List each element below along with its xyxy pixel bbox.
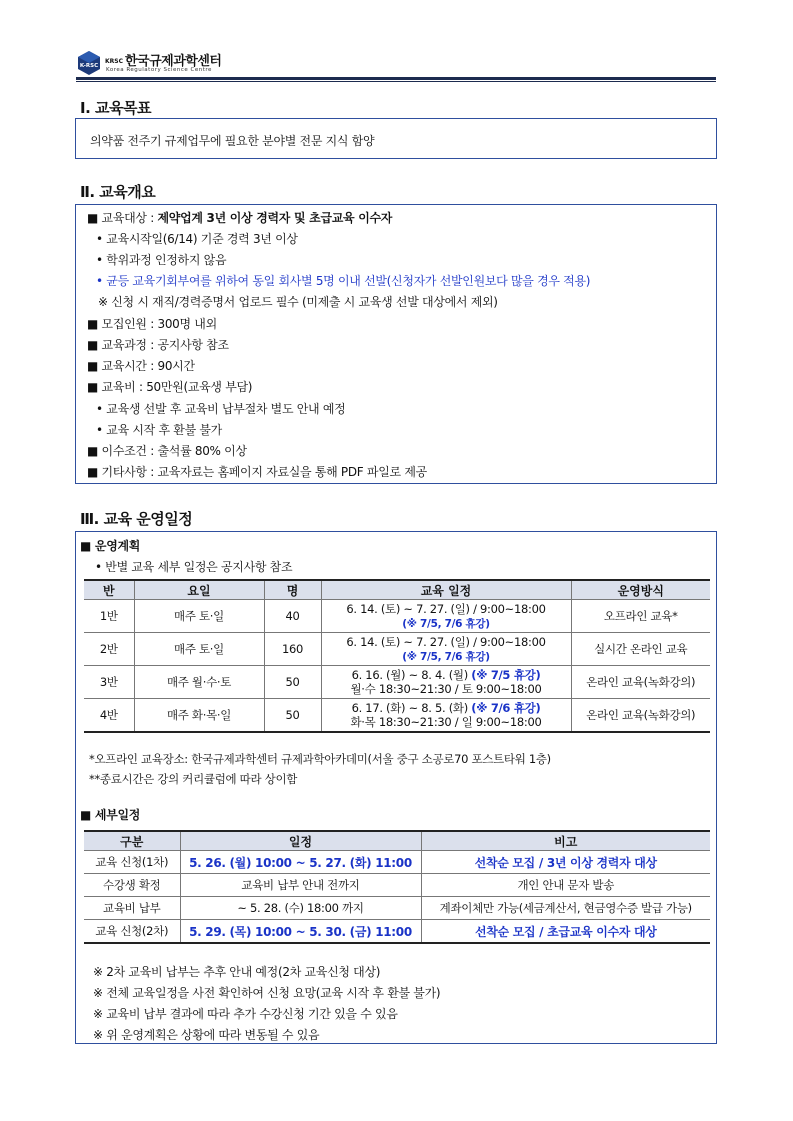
hours-line: ■ 교육시간 : 90시간 bbox=[87, 359, 195, 373]
org-name-text: 한국규제과학센터 bbox=[125, 54, 222, 69]
period-line1: 6. 16. (월) ~ 8. 4. (월) bbox=[351, 668, 472, 682]
period-cell bbox=[321, 633, 571, 666]
period-cell bbox=[321, 699, 571, 733]
target-bullet-2: • 학위과정 인정하지 않음 bbox=[96, 253, 227, 267]
class-cell: 2반 bbox=[84, 633, 134, 666]
table-row bbox=[84, 897, 710, 920]
etc-line: ■ 기타사항 : 교육자료는 홈페이지 자료실을 통해 PDF 파일로 제공 bbox=[87, 465, 427, 479]
table-row bbox=[84, 666, 710, 699]
target-label: ■ 교육대상 : bbox=[87, 211, 158, 225]
footnote-3: ※ 교육비 납부 결과에 따라 추가 수강신청 기간 있을 수 있음 bbox=[93, 1007, 398, 1021]
date-cell: 5. 26. (월) 10:00 ~ 5. 27. (화) 11:00 bbox=[180, 851, 421, 874]
section1-box bbox=[75, 118, 717, 159]
class-cell: 1반 bbox=[84, 600, 134, 633]
days-cell: 매주 화·목·일 bbox=[134, 699, 264, 733]
header-divider-thin bbox=[76, 81, 716, 82]
class-cell: 4반 bbox=[84, 699, 134, 733]
days-cell: 매주 토·일 bbox=[134, 633, 264, 666]
target-bullet-1: • 교육시작일(6/14) 기준 경력 3년 이상 bbox=[96, 232, 298, 246]
fee-bullet-2: • 교육 시작 후 환불 불가 bbox=[96, 423, 222, 437]
detail-header: 일정 bbox=[180, 831, 421, 851]
schedule-note-2: **종료시간은 강의 커리큘럼에 따라 상이함 bbox=[89, 772, 298, 786]
fee-bullet-1: • 교육생 선발 후 교육비 납부절차 별도 안내 예정 bbox=[96, 402, 346, 416]
target-value: 제약업계 3년 이상 경력자 및 초급교육 이수자 bbox=[157, 211, 393, 225]
education-goal-text: 의약품 전주기 규제업무에 필요한 분야별 전문 지식 함양 bbox=[90, 134, 375, 148]
method-cell: 온라인 교육(녹화강의) bbox=[571, 666, 710, 699]
schedule-table bbox=[84, 579, 710, 733]
count-cell: 50 bbox=[264, 699, 321, 733]
detail-schedule-table bbox=[84, 830, 710, 944]
schedule-header: 명 bbox=[264, 580, 321, 600]
section1-title: Ⅰ. 교육목표 bbox=[80, 99, 151, 117]
count-cell: 40 bbox=[264, 600, 321, 633]
target-line bbox=[87, 209, 392, 226]
footnote-2: ※ 전체 교육일정을 사전 확인하여 신청 요망(교육 시작 후 환불 불가) bbox=[93, 986, 441, 1000]
kind-cell: 교육 신청(2차) bbox=[84, 920, 180, 944]
period-line1: 6. 17. (화) ~ 8. 5. (화) bbox=[351, 701, 472, 715]
period-line2: (※ 7/5, 7/6 휴강) bbox=[402, 617, 490, 630]
period-line1: 6. 14. (토) ~ 7. 27. (일) / 9:00~18:00 bbox=[346, 634, 546, 649]
period-line2: (※ 7/5, 7/6 휴강) bbox=[402, 650, 490, 663]
table-row bbox=[84, 851, 710, 874]
schedule-header: 교육 일정 bbox=[321, 580, 571, 600]
date-cell: 5. 29. (목) 10:00 ~ 5. 30. (금) 11:00 bbox=[180, 920, 421, 944]
schedule-header: 반 bbox=[84, 580, 134, 600]
footnote-4: ※ 위 운영계획은 상황에 따라 변동될 수 있음 bbox=[93, 1028, 320, 1042]
logo-text: K-RSC bbox=[79, 63, 99, 69]
date-cell: ~ 5. 28. (수) 18:00 까지 bbox=[180, 897, 421, 920]
count-cell: 50 bbox=[264, 666, 321, 699]
schedule-header: 요일 bbox=[134, 580, 264, 600]
class-cell: 3반 bbox=[84, 666, 134, 699]
period-cell bbox=[321, 600, 571, 633]
section2-box bbox=[75, 204, 717, 484]
remark-cell: 개인 안내 문자 발송 bbox=[421, 874, 710, 897]
target-note: ※ 신청 시 재직/경력증명서 업로드 필수 (미제출 시 교육생 선발 대상에서 제외) bbox=[98, 295, 498, 309]
schedule-header-row bbox=[84, 580, 710, 600]
remark-cell: 선착순 모집 / 초급교육 이수자 대상 bbox=[421, 920, 710, 944]
completion-line: ■ 이수조건 : 출석률 80% 이상 bbox=[87, 444, 247, 458]
schedule-note-1: *오프라인 교육장소: 한국규제과학센터 규제과학아카데미(서울 중구 소공로70 포스트타워 1층) bbox=[89, 752, 551, 766]
count-cell: 160 bbox=[264, 633, 321, 666]
period-line2: 월·수 18:30~21:30 / 토 9:00~18:00 bbox=[350, 682, 542, 696]
period-line2: 화·목 18:30~21:30 / 일 9:00~18:00 bbox=[350, 715, 542, 729]
kind-cell: 교육비 납부 bbox=[84, 897, 180, 920]
org-subtitle: Korea Regulatory Science Centre bbox=[106, 67, 212, 73]
course-line: ■ 교육과정 : 공지사항 참조 bbox=[87, 338, 229, 352]
date-cell: 교육비 납부 안내 전까지 bbox=[180, 874, 421, 897]
plan-title: ■ 운영계획 bbox=[80, 539, 141, 553]
fee-line: ■ 교육비 : 50만원(교육생 부담) bbox=[87, 380, 253, 394]
days-cell: 매주 월·수·토 bbox=[134, 666, 264, 699]
target-bullet-3: • 균등 교육기회부여를 위하여 동일 회사별 5명 이내 선발(신청자가 선발인원보다 많을 경우 적용) bbox=[96, 274, 591, 288]
detail-header: 구분 bbox=[84, 831, 180, 851]
remark-cell: 계좌이체만 가능(세금계산서, 현금영수증 발급 가능) bbox=[421, 897, 710, 920]
table-row bbox=[84, 874, 710, 897]
schedule-header: 운영방식 bbox=[571, 580, 710, 600]
table-row bbox=[84, 699, 710, 733]
table-row bbox=[84, 600, 710, 633]
method-cell: 실시간 온라인 교육 bbox=[571, 633, 710, 666]
remark-cell: 선착순 모집 / 3년 이상 경력자 대상 bbox=[421, 851, 710, 874]
kind-cell: 교육 신청(1차) bbox=[84, 851, 180, 874]
period-holiday: (※ 7/5 휴강) bbox=[471, 668, 541, 682]
org-mini: KRSC bbox=[105, 58, 123, 65]
period-holiday: (※ 7/6 휴강) bbox=[471, 701, 541, 715]
method-cell: 오프라인 교육* bbox=[571, 600, 710, 633]
detail-title: ■ 세부일정 bbox=[80, 808, 141, 822]
footnote-1: ※ 2차 교육비 납부는 추후 안내 예정(2차 교육신청 대상) bbox=[93, 965, 381, 979]
table-row bbox=[84, 633, 710, 666]
section3-title: Ⅲ. 교육 운영일정 bbox=[80, 510, 193, 528]
table-row bbox=[84, 920, 710, 944]
header-divider bbox=[76, 77, 716, 80]
period-line1: 6. 14. (토) ~ 7. 27. (일) / 9:00~18:00 bbox=[346, 601, 546, 616]
recruit-line: ■ 모집인원 : 300명 내외 bbox=[87, 317, 217, 331]
detail-header: 비고 bbox=[421, 831, 710, 851]
days-cell: 매주 토·일 bbox=[134, 600, 264, 633]
section2-title: Ⅱ. 교육개요 bbox=[80, 183, 156, 201]
period-cell bbox=[321, 666, 571, 699]
detail-header-row bbox=[84, 831, 710, 851]
plan-bullet: • 반별 교육 세부 일정은 공지사항 참조 bbox=[95, 560, 293, 574]
kind-cell: 수강생 확정 bbox=[84, 874, 180, 897]
method-cell: 온라인 교육(녹화강의) bbox=[571, 699, 710, 733]
krsc-logo-icon bbox=[76, 50, 102, 76]
